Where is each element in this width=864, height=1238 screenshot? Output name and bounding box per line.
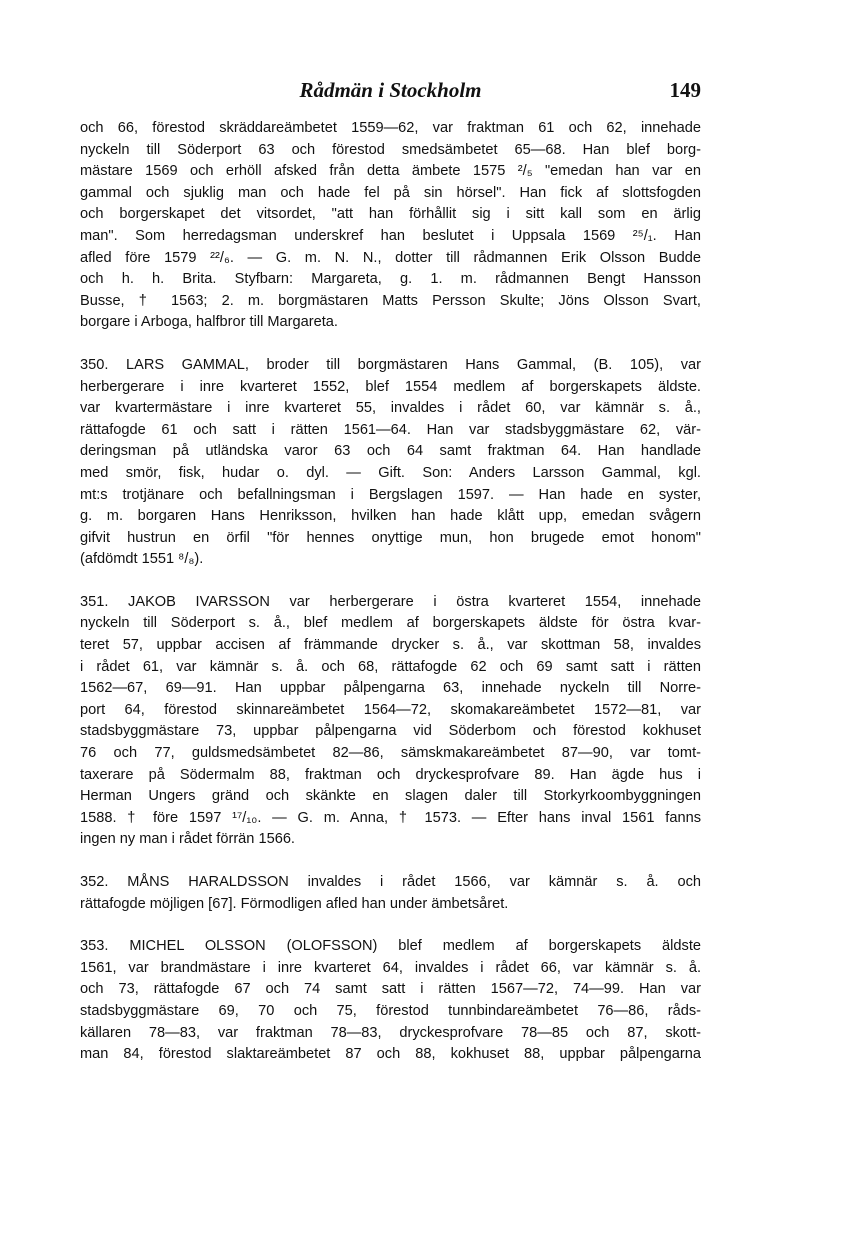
paragraph-353 [80,936,701,1066]
text-line: man 84, förestod slaktareämbetet 87 och 88, kokhuset 88, uppbar pålpengarna [80,1046,701,1063]
text-line: afled före 1579 ²²/₆. — G. m. N. N., dotter till rådmannen Erik Olsson Budde [80,249,701,266]
text-line: var kvartermästare i inre kvarteret 55, invaldes i rådet 60, var kämnär s. å., [80,400,701,417]
text-line: 76 och 77, guldsmedsämbetet 82—86, sämskmakareämbetet 87—90, var tomt- [80,745,701,762]
text-line: rättafogde 61 och satt i rätten 1561—64. Han var stadsbyggmästare 62, vär- [80,421,701,438]
text-line: med smör, fisk, hudar o. dyl. — Gift. Son: Anders Larsson Gammal, kgl. [80,464,701,481]
text-line: och 66, förestod skräddareämbetet 1559—62, var fraktman 61 och 62, innehade [80,120,701,136]
text-line: man". Som herredagsman underskref han beslutet i Uppsala 1569 ²⁵/₁. Han [80,227,701,244]
text-line: 353. MICHEL OLSSON (OLOFSSON) blef medlem af borgerskapets äldste [80,938,701,955]
paragraph-352 [80,872,701,915]
paragraph-350 [80,355,701,571]
text-line: och borgerskapet det vitsordet, "att han förhållit sig i sitt kall som en ärlig [80,206,701,223]
page-number: 149 [669,78,701,102]
paragraph-351 [80,592,701,851]
page-header [80,78,701,108]
text-line: taxerare på Södermalm 88, fraktman och dryckesprofvare 89. Han ägde hus i [80,766,701,783]
text-line: ingen ny man i rådet förrän 1566. [80,831,295,848]
text-line: teret 57, uppbar accisen af främmande drycker s. å., var skottman 58, invaldes [80,637,701,654]
text-line: rättafogde möjligen [67]. Förmodligen afled han under ämbetsåret. [80,895,509,912]
text-line: port 64, förestod skinnareämbetet 1564—72, skomakareämbetet 1572—81, var [80,701,701,718]
text-line: gifvit hustrun en örfil "för hennes onyttige mun, hon brugede emot honom" [80,529,701,546]
text-line: g. m. borgaren Hans Henriksson, hvilken han hade klått upp, emedan svågern [80,508,701,525]
text-line: gammal och sjuklig man och hade fel på sin hörsel". Han fick af slottsfogden [80,184,701,201]
running-title: Rådmän i Stockholm [299,78,482,102]
paragraph-continuation [80,118,701,334]
text-line: stadsbyggmästare 69, 70 och 75, förestod tunnbindareämbetet 76—86, råds- [80,1002,701,1019]
text-line: mästare 1569 och erhöll afsked från detta ämbete 1575 ²/₅ "emedan han var en [80,163,701,180]
text-line: 352. MÅNS HARALDSSON invaldes i rådet 1566, var kämnär s. å. och [80,874,701,890]
text-line: 351. JAKOB IVARSSON var herbergerare i östra kvarteret 1554, innehade [80,593,701,610]
text-line: nyckeln till Söderport s. å., blef medlem af borgerskapets äldste för östra kvar- [80,615,701,632]
text-line: 1588. † före 1597 ¹⁷/₁₀. — G. m. Anna, † 1573. — Efter hans inval 1561 fanns [80,809,701,826]
text-line: stadsbyggmästare 73, uppbar pålpengarna vid Söderbom och förestod kokhuset [80,723,701,740]
text-line: borgare i Arboga, halfbror till Margareta. [80,314,338,331]
text-line: 350. LARS GAMMAL, broder till borgmästaren Hans Gammal, (B. 105), var [80,356,701,373]
text-line: och h. h. Brita. Styfbarn: Margareta, g. 1. m. rådmannen Bengt Hansson [80,271,701,288]
text-line: och 73, rättafogde 67 och 74 samt satt i rätten 1567—72, 74—99. Han var [80,981,701,998]
text-line: deringsman på utländska varor 63 och 64 samt fraktman 64. Han handlade [80,443,701,460]
text-line: i rådet 61, var kämnär s. å. och 68, rättafogde 62 och 69 samt satt i rätten [80,658,701,675]
text-line: herbergerare i inre kvarteret 1552, blef 1554 medlem af borgerskapets äldste. [80,378,701,395]
text-line: 1562—67, 69—91. Han uppbar pålpengarna 63, innehade nyckeln till Norre- [80,680,701,697]
page-body [80,118,701,1066]
text-line: källaren 78—83, var fraktman 78—83, dryckesprofvare 78—85 och 87, skott- [80,1024,701,1041]
text-line: Herman Ungers gränd och skänkte en slagen daler till Storkyrkoombyggningen [80,788,701,805]
text-line: (afdömdt 1551 ⁸/₈). [80,551,204,568]
text-line: Busse, † 1563; 2. m. borgmästaren Matts Persson Skulte; Jöns Olsson Svart, [80,292,701,309]
text-line: mt:s trotjänare och befallningsman i Bergslagen 1597. — Han hade en syster, [80,486,701,503]
text-line: 1561, var brandmästare i inre kvarteret 64, invaldes i rådet 66, var kämnär s. å. [80,959,701,976]
text-line: nyckeln till Söderport 63 och förestod smedsämbetet 65—68. Han blef borg- [80,141,701,158]
